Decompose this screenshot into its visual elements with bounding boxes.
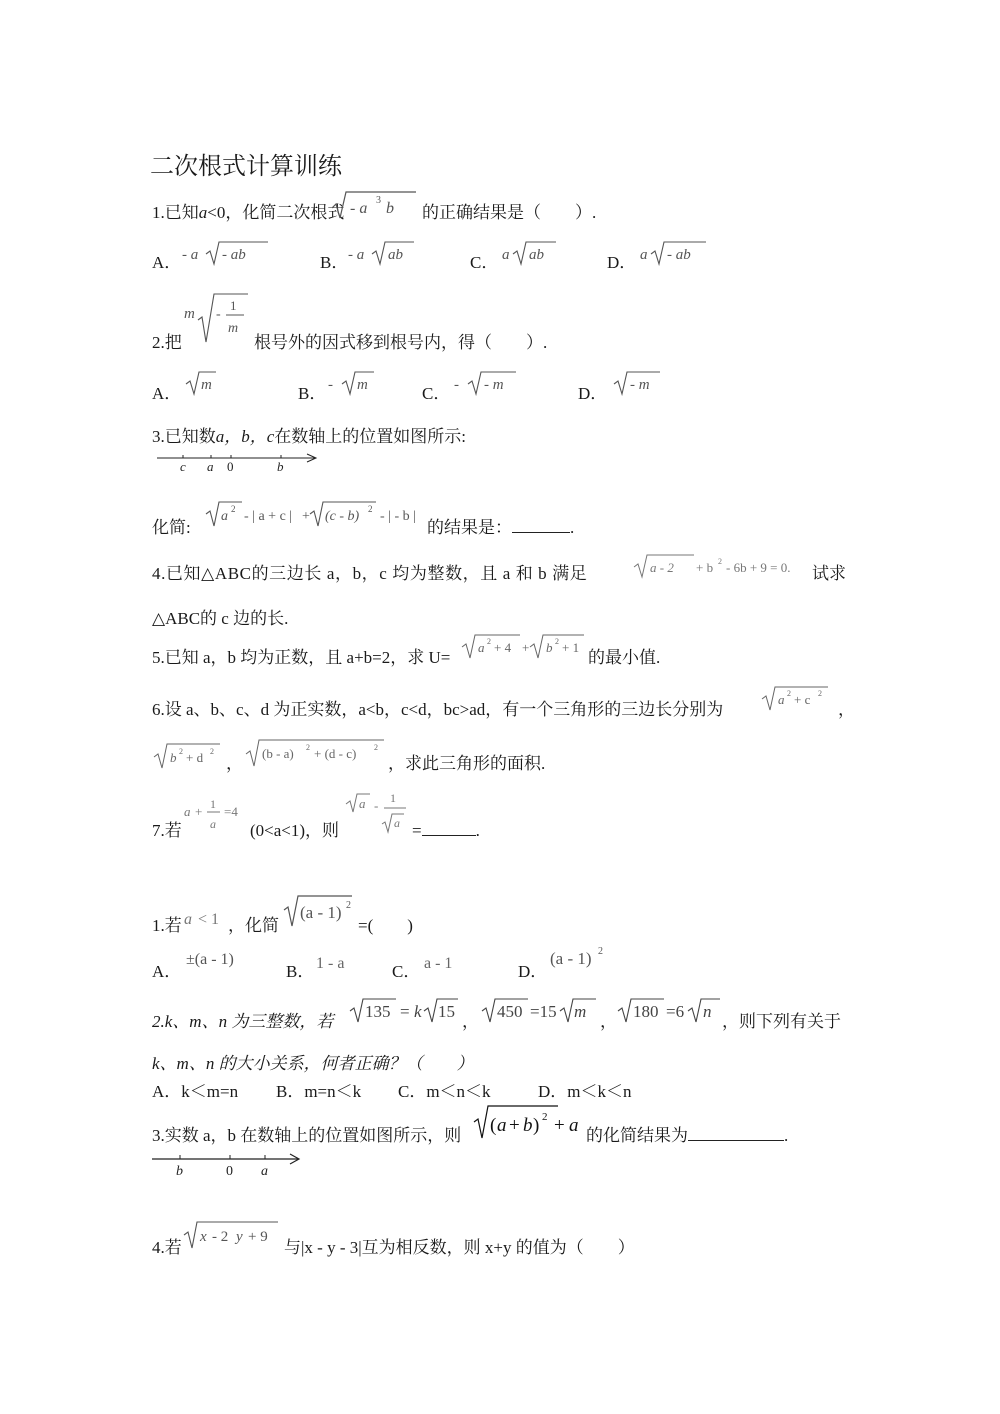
svg-text:- 2: - 2 [212,1229,229,1245]
s2-q2-f1 [348,996,460,1026]
s1-q5-text-a: 5.已知 a，b 均为正数，且 a+b=2，求 U= [152,648,451,667]
svg-text:2: 2 [818,689,822,698]
s1-q4-formula [632,552,812,582]
svg-text:- a: - a [350,200,368,217]
svg-text:- a: - a [182,247,199,263]
svg-text:2: 2 [718,557,722,566]
svg-text:a: a [478,640,485,655]
s1-q2-opt-a-expr [184,368,218,398]
s1-q3-formula [204,498,426,532]
s2-q3-formula [472,1102,584,1142]
svg-text:a: a [569,1115,579,1136]
s1-q3-answer-blank[interactable] [512,516,570,533]
s1-q5-text-b: 的最小值. [588,648,661,667]
s2-q1-opt-c-label[interactable]: C． [392,962,421,981]
s1-q7-answer-blank[interactable] [422,819,476,836]
s1-q3-number-line [155,448,325,474]
s2-q2-c2: ， [600,1012,617,1031]
svg-text:180: 180 [633,1002,659,1021]
s2-q1-opt-c-expr [422,950,466,974]
svg-text:+ d: + d [186,750,204,765]
svg-text:a: a [394,816,400,830]
s2-q1-opt-d-label[interactable]: D． [518,962,548,981]
svg-text:a: a [359,796,366,811]
s1-q2-opt-a-label[interactable]: A． [152,384,182,403]
svg-text:2: 2 [179,747,183,756]
svg-text:=15: =15 [530,1002,557,1021]
svg-text:2: 2 [555,637,559,646]
svg-text:a - 1: a - 1 [424,955,453,972]
s1-q1-opt-a-expr [180,238,270,268]
svg-text:a: a [778,692,785,707]
s2-q1-opt-a-label[interactable]: A． [152,962,182,981]
s1-q3-stem: 3.已知数a，b，c在数轴上的位置如图所示: [152,427,467,446]
s2-q2-f2 [480,996,600,1026]
svg-text:+ 1: + 1 [562,640,580,655]
svg-text:+: + [195,804,203,819]
svg-text:(c - b): (c - b) [325,509,360,524]
s2-q3-after: 的化简结果为 . [586,1126,789,1145]
s1-q2-opt-c-expr [452,368,518,398]
s1-q1-formula [330,186,418,222]
s2-q1-opt-b-expr [314,950,358,974]
s2-q4-formula [182,1218,282,1252]
s1-q2-opt-d-expr [612,368,662,398]
s2-q1-opt-d-expr [548,942,612,972]
svg-text:2: 2 [306,743,310,752]
s2-q2-stem: 2.k、m、n 为三整数，若 [152,1012,334,1031]
s1-q3-simplify: 化简: [152,518,191,537]
s2-q2-tail: ，则下列有关于 [722,1012,841,1031]
s1-q2-formula [182,290,254,346]
s2-q2-opt-c[interactable]: C．m＜n＜k [398,1082,491,1101]
s1-q6-text-a: 6.设 a、b、c、d 为正实数，a<b，c<d，bc>ad，有一个三角形的三边长分别为 [152,700,724,719]
svg-text:=6: =6 [666,1002,685,1021]
svg-text:- | - b |: - | - b | [380,509,416,524]
svg-text:3: 3 [376,195,381,206]
s1-q6-text-b: ，求此三角形的面积. [388,754,546,773]
svg-text:b: b [523,1115,533,1136]
s1-q1-opt-a-label[interactable]: A． [152,253,182,272]
svg-text:m: m [574,1002,587,1021]
s1-q1-opt-d-label[interactable]: D． [607,253,637,272]
s2-q1-mid: ，化简 [228,916,279,935]
s2-q2-opt-a[interactable]: A．k＜m=n [152,1082,239,1101]
svg-text:-: - [216,307,221,322]
svg-text:+ (d - c): + (d - c) [314,746,357,761]
svg-text:2: 2 [374,743,378,752]
s2-q2-f3 [616,996,722,1026]
svg-text:a: a [502,247,510,263]
svg-text:2: 2 [542,1111,548,1123]
s2-q3-axis-label-b: b [176,1164,183,1179]
svg-text:1: 1 [210,797,216,811]
svg-text:a: a [210,817,216,831]
s1-q7-formula [344,788,410,838]
svg-text:b: b [546,640,553,655]
svg-text:+: + [554,1115,565,1136]
svg-text:1: 1 [230,298,237,313]
s1-q5-formula [460,632,588,662]
s2-q1-eq: =( ) [358,916,413,935]
svg-text:m: m [228,321,239,336]
svg-text:a: a [640,247,648,263]
svg-text:(: ( [490,1115,497,1136]
s2-q2-c1: ， [462,1012,479,1031]
s2-q3-axis-label-a: a [261,1164,268,1179]
svg-text:2: 2 [487,637,491,646]
s1-q4-line1a: 4.已知△ABC的三边长 a，b，c 均为整数，且 a 和 b 满足 [152,564,588,583]
svg-text:15: 15 [438,1002,455,1021]
svg-text:m: m [184,306,195,322]
svg-text:450: 450 [497,1002,523,1021]
svg-text:=: = [400,1002,410,1021]
s2-q1-opt-a-expr [184,944,254,972]
s1-q3-result: 的结果是： . [427,518,575,537]
svg-text:k: k [414,1002,422,1021]
svg-text:+ 9: + 9 [248,1229,268,1245]
svg-text:- m: - m [484,377,504,393]
s1-q1-opt-b-expr [346,238,418,268]
svg-text:- 6b + 9 = 0.: - 6b + 9 = 0. [726,560,791,575]
svg-text:ab: ab [388,247,403,263]
svg-text:2: 2 [368,504,373,514]
s1-q7-cond [182,792,250,836]
svg-text:±(a - 1): ±(a - 1) [186,951,234,968]
svg-text:- ab: - ab [667,247,691,263]
s1-q6-comma2: ， [226,754,243,773]
svg-text:(a - 1): (a - 1) [300,903,342,922]
s1-q1-opt-d-expr [638,238,710,268]
svg-text:y: y [236,1229,243,1245]
s1-q2-stem: 2.把 [152,333,182,352]
s2-q1-formula [282,892,358,932]
svg-text:(a - 1): (a - 1) [550,949,592,968]
svg-text:1: 1 [390,791,396,805]
s1-q3-axis-label-0: 0 [227,459,234,474]
s2-q1-stem: 1.若 [152,916,182,935]
svg-text:+: + [302,509,310,524]
page-title: 二次根式计算训练 [150,154,342,180]
svg-text:-: - [374,798,379,813]
s2-q3-answer-blank[interactable] [688,1124,784,1141]
s1-q2-opt-b-label[interactable]: B． [298,384,327,403]
svg-text:1 - a: 1 - a [316,955,345,972]
svg-text:+ b: + b [696,560,714,575]
svg-text:- | a + c |: - | a + c | [244,509,293,524]
s2-q2-line2: k、m、n 的大小关系，何者正确？（ ） [152,1054,474,1073]
s2-q3-axis-label-0: 0 [226,1164,233,1179]
s1-q1-opt-c-label[interactable]: C． [470,253,499,272]
svg-text:a: a [184,911,192,928]
svg-text:+ c: + c [794,692,811,707]
svg-text:n: n [703,1002,712,1021]
s2-q1-opt-b-label[interactable]: B． [286,962,315,981]
svg-text:a - 2: a - 2 [650,560,674,575]
svg-text:< 1: < 1 [198,911,220,928]
svg-text:a: a [497,1115,507,1136]
s1-q2-after: 根号外的因式移到根号内，得（ ）. [254,333,548,352]
svg-text:2: 2 [346,900,351,911]
svg-text:b: b [170,750,177,765]
svg-text:2: 2 [231,504,236,514]
s1-q4-line2: △ABC的 c 边的长. [152,609,289,628]
svg-text:(b - a): (b - a) [262,746,294,761]
svg-text:x: x [200,1229,207,1245]
s1-q1-opt-b-label[interactable]: B． [320,253,349,272]
svg-text:2: 2 [787,689,791,698]
s2-q2-opt-d[interactable]: D．m＜k＜n [538,1082,632,1101]
s2-q3-stem: 3.实数 a，b 在数轴上的位置如图所示，则 [152,1126,462,1145]
svg-text:- m: - m [630,377,650,393]
svg-text:a: a [221,509,228,524]
svg-text:2: 2 [598,946,603,957]
s1-q4-line1b: 试求 [812,564,846,583]
svg-text:a: a [184,804,191,819]
svg-text:m: m [357,377,368,393]
svg-text:135: 135 [365,1002,391,1021]
s2-q3-number-line [150,1150,304,1180]
svg-text:+ 4: + 4 [494,640,512,655]
svg-text:- ab: - ab [222,247,246,263]
s1-q2-opt-d-label[interactable]: D． [578,384,608,403]
s1-q6-f2 [152,740,224,772]
s1-q3-axis-label-c: c [180,459,186,474]
svg-text:2: 2 [210,747,214,756]
s1-q6-f1 [760,684,832,714]
s1-q1-after: 的正确结果是（ ）. [422,203,597,222]
s1-q3-axis-label-a: a [207,459,214,474]
s1-q1-opt-c-expr [500,238,560,268]
svg-text:b: b [386,200,394,217]
s1-q7-range: (0<a<1)，则 [250,821,340,840]
svg-text:+: + [522,640,530,655]
svg-text:+: + [509,1115,520,1136]
svg-text:- a: - a [348,247,365,263]
s1-q6-f3 [244,736,388,770]
s1-q7-answer: = . [412,821,480,840]
s1-q1-stem: 1.已知a<0，化简二次根式 [152,203,345,222]
s1-q7-stem: 7.若 [152,821,182,840]
svg-text:-: - [454,377,459,393]
s1-q6-comma1: ， [838,700,855,719]
s1-q3-axis-label-b: b [277,459,284,474]
s2-q4-after: 与|x - y - 3|互为相反数，则 x+y 的值为（ ） [284,1238,635,1257]
svg-text:-: - [328,377,333,393]
s1-q2-opt-b-expr [326,368,376,398]
s2-q2-opt-b[interactable]: B．m=n＜k [276,1082,362,1101]
s2-q1-cond [182,904,226,932]
svg-text:m: m [201,377,212,393]
s2-q4-stem: 4.若 [152,1238,182,1257]
svg-text:ab: ab [529,247,544,263]
s1-q2-opt-c-label[interactable]: C． [422,384,451,403]
svg-text:): ) [533,1115,540,1136]
svg-text:=4: =4 [224,804,238,819]
